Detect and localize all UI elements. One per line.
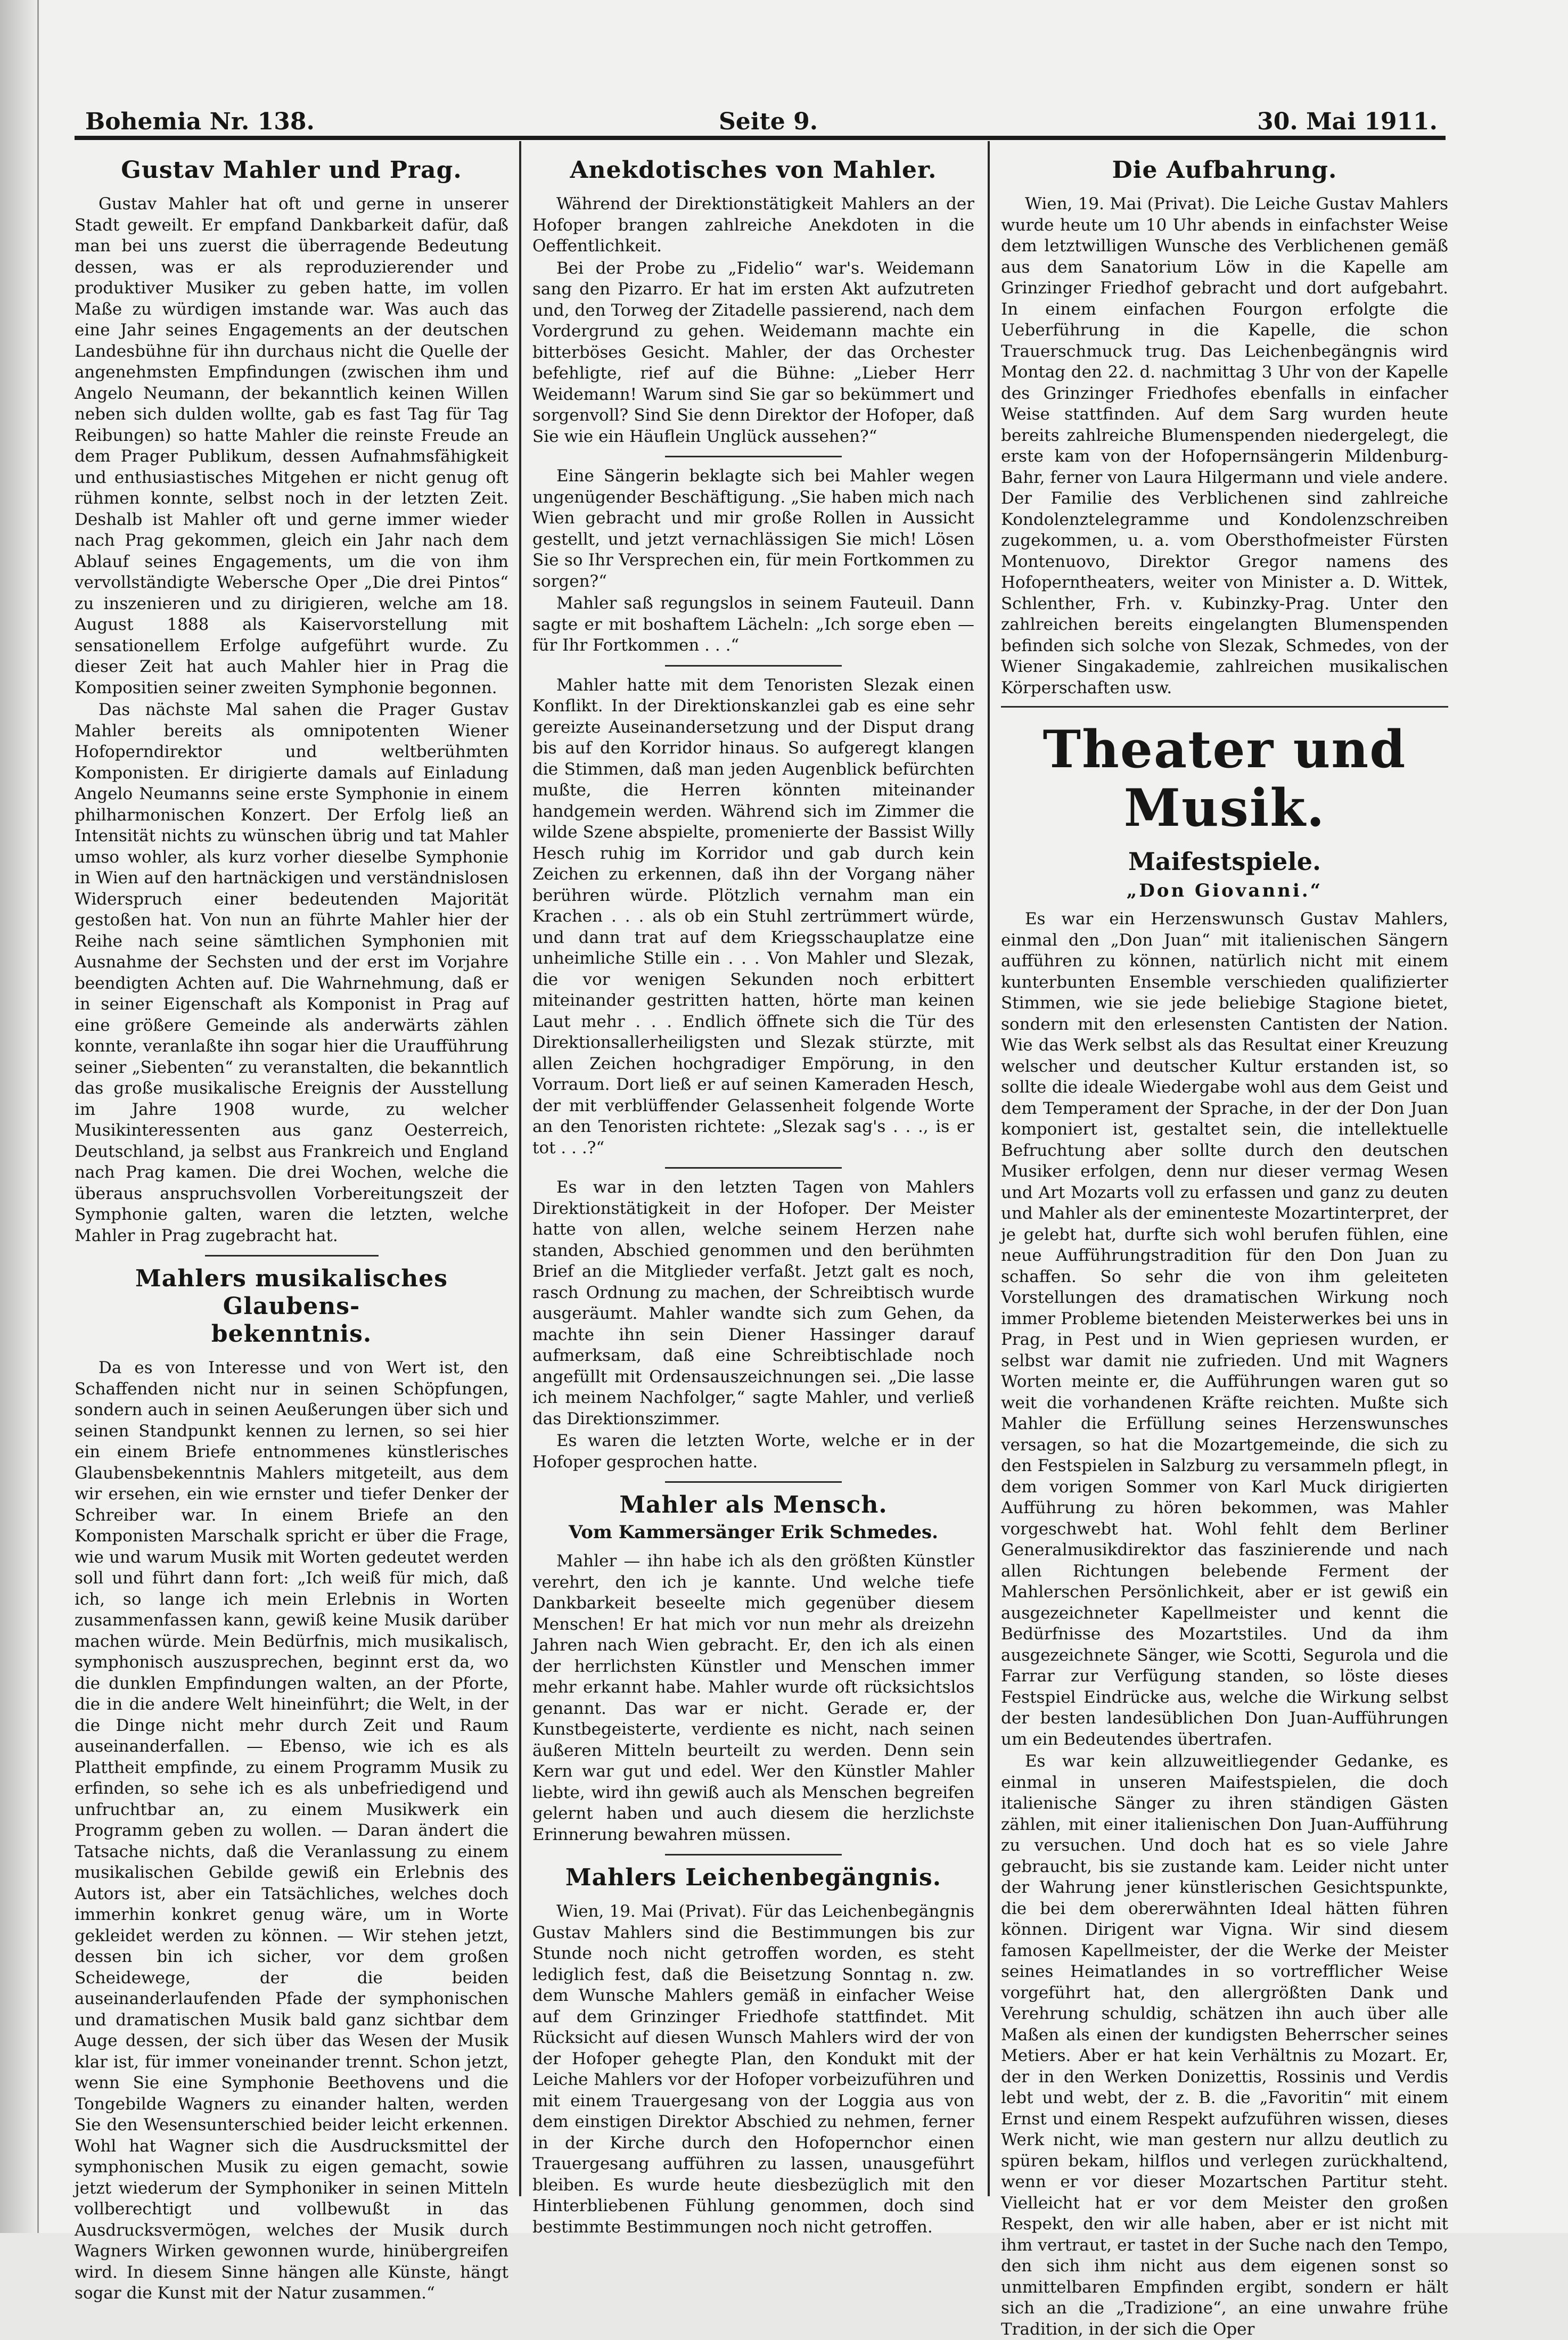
- article-paragraph: Da es von Interesse und von Wert ist, den Schaffenden nicht nur in seinen Schöpfungen, sondern auch in seinen Aeußerungen über sich und seinen Standpunkt kennen zu lernen, so sei hier ein einem Briefe entnommenes künstlerisches Glaubensbekenntnis Mahlers mitgeteilt, aus dem wir ersehen, ein wie ernster und tiefer Denker der Schreiber war. In einem Briefe an den Komponisten Marschalk spricht er über die Frage, wie und warum Musik mit Worten gedeutet werden soll und führt dann fort: „Ich weiß für mich, daß ich, so lange ich mein Erlebnis in Worten zusammenfassen kann, gewiß keine Musik darüber machen würde. Mein Bedürfnis, mich musikalisch, symphonisch auszusprechen, beginnt erst da, wo die dunklen Empfindungen walten, an der Pforte, die in die andere Welt hineinführt; die Welt, in der die Dinge nicht mehr durch Zeit und Raum auseinanderfallen. — Ebenso, wie ich es als Plattheit empfinde, zu einem Programm Musik zu erfinden, so sehe ich es als unbefriedigend und unfruchtbar an, zu einem Musikwerk ein Programm geben zu wollen. — Daran ändert die Tatsache nichts, daß die Veranlassung zu einem musikalischen Gebilde gewiß ein Erlebnis des Autors ist, aber ein Tatsächliches, welches doch immerhin konkret genug wäre, um in Worte gekleidet werden zu können. — Wir stehen jetzt, dessen bin ich sicher, vor dem großen Scheidewege, der die beiden auseinanderlaufenden Pfade der symphonischen und dramatischen Musik bald ganz sichtbar dem Auge dessen, der sich über das Wesen der Musik klar ist, für immer voneinander trennt. Schon jetzt, wenn Sie eine Symphonie Beethovens und die Tongebilde Wagners zu einander halten, werden Sie den Wesensunterschied beider leicht erkennen. Wohl hat Wagner sich die Ausdrucksmittel der symphonischen Musik zu eigen gemacht, sowie jetzt wiederum der Symphoniker in seinen Mitteln vollberechtigt und vollbewußt in das Ausdrucksvermögen, welches der Musik durch Wagners Wirken gewonnen wurde, hinübergreifen wird. In diesem Sinne hängen alle Künste, hängt sogar die Kunst mit der Natur zusammen.“: [75, 1358, 508, 2303]
- article-title: Gustav Mahler und Prag.: [121, 157, 462, 184]
- article-title: Anekdotisches von Mahler.: [570, 157, 937, 184]
- article-paragraph: Mahler saß regungslos in seinem Fauteuil. Dann sagte er mit boshaftem Lächeln: „Ich sorge eben — für Ihr Fortkommen . . .“: [532, 594, 974, 655]
- article-paragraph: Es war kein allzuweitliegender Gedanke, es einmal in unseren Maifestspielen, die doch italienische Sänger zu ihren ständigen Gästen zählen, mit einer italienischen Don Juan-Aufführung zu versuchen. Und doch hat es so viele Jahre gebraucht, bis sie zustande kam. Leider nicht unter der Wahrung jener künstlerischen Gesichtspunkte, die bei dem obererwähnten Ideal hätten führen können. Dirigent war Vigna. Wir sind diesem famosen Kapellmeister, der die Werke der Meister seines Heimatlandes in so vortrefflicher Weise vorgeführt hat, den allergrößten Dank und Verehrung schuldig, schätzen ihn auch über alle Maßen als einen der kundigsten Beherrscher seines Metiers. Aber er hat kein Verhältnis zu Mozart. Er, der in den Werken Donizettis, Rossinis und Verdis lebt und webt, der z. B. die „Favoritin“ mit einem Ernst und einem Respekt aufzuführen wissen, dieses Werk nicht, wie man gestern nur allzu deutlich zu spüren bekam, hilflos und verlegen zurückhaltend, wenn er vor dieser Mozartschen Partitur steht. Vielleicht hat er vor dem Meister den großen Respekt, den wir alle haben, aber er ist nicht mit ihm vertraut, er tastet in der Suche nach den Tempo, den sich ihm nicht aus dem eigenen sonst so unmittelbaren Empfinden ergibt, sondern er hält sich an die „Tradizione“, an eine unwahre frühe Tradition, in der sich die Oper: [1001, 1752, 1448, 2339]
- article-paragraph: Bei der Probe zu „Fidelio“ war's. Weidemann sang den Pizarro. Er hat im ersten Akt aufzutreten und, den Torweg der Zitadelle passierend, nach dem Vordergrund zu gehen. Weidemann machte ein bitterböses Gesicht. Mahler, der das Orchester befehligte, rief auf die Bühne: „Lieber Herr Weidemann! Warum sind Sie gar so bekümmert und sorgenvoll? Sind Sie denn Direktor der Hofoper, daß Sie wie ein Häuflein Unglück aussehen?“: [532, 258, 974, 446]
- section-divider: [665, 1854, 842, 1855]
- article-title: bekenntnis.: [211, 1320, 372, 1348]
- article-title: Maifestspiele.: [1128, 847, 1321, 876]
- article-paragraph: Gustav Mahler hat oft und gerne in unserer Stadt geweilt. Er empfand Dankbarkeit dafür, daß man bei uns zuerst die überragende Bedeutung dessen, was er als reproduzierender und produktiver Musiker zu geben hatte, im vollen Maße zu würdigen imstande war. Was auch das eine Jahr seines Engagements an der deutschen Landesbühne für ihn durchaus nicht die Quelle der angenehmsten Empfindungen (zwischen ihm und Angelo Neumann, der bekanntlich keinen Willen neben sich dulden wollte, gab es fast Tag für Tag Reibungen) so hatte Mahler die reinste Freude an dem Prager Publikum, dessen Aufnahmsfähigkeit und enthusiastisches Mitgehen er nicht genug oft rühmen konnte, selbst noch in der letzten Zeit. Deshalb ist Mahler oft und gerne immer wieder nach Prag gekommen, gleich ein Jahr nach dem Ablauf seines Engagements, um die von ihm vervollständigte Webersche Oper „Die drei Pintos“ zu inszenieren und zu dirigieren, welche am 18. August 1888 als Kaiservorstellung mit sensationellem Erfolge aufgeführt wurde. Zu dieser Zeit hat auch Mahler hier in Prag die Kompositien seiner zweiten Symphonie begonnen.: [75, 194, 508, 697]
- section-divider: [205, 1255, 379, 1257]
- article-paragraph: Mahler hatte mit dem Tenoristen Slezak einen Konflikt. In der Direktionskanzlei gab es eine sehr gereizte Auseinandersetzung und der Disput drang bis auf den Korridor hinaus. So aufgeregt klangen die Stimmen, daß man jeden Augenblick befürchten mußte, die Herren könnten miteinander handgemein werden. Während sich im Zimmer die wilde Szene abspielte, promenierte der Bassist Willy Hesch ruhig im Korridor und gab durch kein Zeichen zu erkennen, daß ihn der Vorgang näher berühren würde. Plötzlich vernahm man ein Krachen . . . als ob ein Stuhl zertrümmert würde, und dann trat auf dem Kriegsschauplatze eine unheimliche Stille ein . . . Von Mahler und Slezak, die vor wenigen Sekunden noch erbittert miteinander gestritten hatten, hörte man keinen Laut mehr . . . Endlich öffnete sich die Tür des Direktionsallerheiligsten und Slezak stürzte, mit allen Zeichen hochgradiger Empörung, in den Vorraum. Dort ließ er auf seinen Kameraden Hesch, der mit verblüffender Gelassenheit folgende Worte an den Tenoristen richtete: „Slezak sag's . . ., is er tot . . .?“: [532, 675, 974, 1157]
- section-title: Theater und Musik.: [1042, 719, 1407, 838]
- article-paragraph: Wien, 19. Mai (Privat). Die Leiche Gustav Mahlers wurde heute um 10 Uhr abends in einfachster Weise dem letztwilligen Wunsche des Verblichenen gemäß aus dem Sanatorium Löw in die Kapelle am Grinzinger Friedhof gebracht und dort aufgebahrt. In einem einfachen Fourgon erfolgte die Ueberführung in die Kapelle, die schon Trauerschmuck trug. Das Leichenbegängnis wird Montag den 22. d. nachmittag 3 Uhr von der Kapelle des Grinzinger Friedhofes ebenfalls in einfacher Weise stattfinden. Auf dem Sarg wurden heute bereits zahlreiche Blumenspenden niedergelegt, die erste kam von der Hofopernsängerin Mildenburg-Bahr, ferner von Laura Hilgermann und viele andere. Der Familie des Verblichenen sind zahlreiche Kondolenztelegramme und Kondolenzschreiben zugekommen, u. a. vom Obersthofmeister Fürsten Montenuovo, Direktor Gregor namens des Hofoperntheaters, weiter von Minister a. D. Wittek, Schlenther, Frh. v. Kubinzky-Prag. Unter den zahlreichen bereits eingelangten Blumenspenden befinden sich solche von Slezak, Schmedes, von der Wiener Singakademie, zahlreichen musikalischen Körperschaften usw.: [1001, 194, 1448, 697]
- article-subtitle: Vom Kammersänger Erik Schmedes.: [569, 1522, 938, 1543]
- article-paragraph: Es war ein Herzenswunsch Gustav Mahlers, einmal den „Don Juan“ mit italienischen Sängern aufführen zu können, natürlich nicht mit einem kunterbunten Ensemble verschieden qualifizierter Stimmen, wie sie jede beliebige Stagione bietet, sondern mit den erlesensten Cantisten der Nation. Wie das Werk selbst als das Resultat einer Kreuzung welscher und deutscher Kultur erstanden ist, so sollte die ideale Wiedergabe wohl aus dem Geist und dem Temperament der Sprache, in der der Don Juan komponiert ist, gestaltet sein, die intellektuelle Befruchtung aber sollte durch den deutschen Musiker erfolgen, denn nur dieser vermag Wesen und Art Mozarts voll zu erfassen und ganz zu deuten und Mahler als der eminenteste Mozartinterpret, der je gelebt hat, durfte sich wohl berufen fühlen, eine neue Aufführungstradition für den Don Juan zu schaffen. So sehr die von ihm geleiteten Vorstellungen des dramatischen Wirkung noch immer Probleme bietenden Meisterwerkes bei uns in Prag, in Pest und in Wien gepriesen wurden, er selbst war damit nie zufrieden. Und mit Wagners Worten meinte er, die Aufführungen waren gut so weit die vorhandenen Kräfte reichten. Mußte sich Mahler die Erfüllung seines Herzenswunsches versagen, so hat die Mozartgemeinde, die sich zu den Festspielen in Salzburg zu versammeln pflegt, in dem vorigen Sommer von Karl Muck dirigierten Aufführung zu hören bekommen, was Mahler vorgeschwebt hat. Wohl fehlt dem Berliner Generalmusikdirektor das faszinierende und nach allen Richtungen belebende Ferment der Mahlerschen Persönlichkeit, aber er ist gewiß ein ausgezeichneter Kapellmeister und kennt die Bedürfnisse des Mozartstiles. Und da ihm ausgezeichnete Sänger, wie Scotti, Segurola und die Farrar zur Verfügung standen, so löste dieses Festspiel Eindrücke aus, welche die Wirkung selbst der besten landesüblichen Don Juan-Aufführungen um ein Bedeutendes übertrafen.: [1001, 909, 1448, 1749]
- column-2: [532, 149, 974, 2237]
- section-rule: [1001, 706, 1448, 708]
- article-title: Mahler als Mensch.: [619, 1491, 888, 1518]
- article-title: Die Aufbahrung.: [1112, 157, 1337, 184]
- section-divider: [665, 1481, 842, 1483]
- header-page-number: Seite 9.: [719, 108, 818, 135]
- article-paragraph: Eine Sängerin beklagte sich bei Mahler wegen ungenügender Beschäftigung. „Sie haben mich nach Wien gebracht und mir große Rollen in Aussicht gestellt, und jetzt vernachlässigen Sie mich! Lösen Sie so Ihr Versprechen ein, für mein Fortkommen zu sorgen?“: [532, 466, 974, 591]
- article-paragraph: Das nächste Mal sahen die Prager Gustav Mahler bereits als omnipotenten Wiener Hofoperndirektor und weltberühmten Komponisten. Er dirigierte damals auf Einladung Angelo Neumanns seine erste Symphonie in einem philharmonischen Konzert. Der Erfolg ließ an Intensität nichts zu wünschen übrig und tat Mahler umso wohler, als kurz vorher dieselbe Symphonie in Wien auf den hartnäckigen und verständnislosen Widerspruch einer bedeutenden Majorität gestoßen hat. Von nun an führte Mahler hier der Reihe nach seine sämtlichen Symphonien mit Ausnahme der Sechsten und der erst im Vorjahre beendigten Achten auf. Die Wahrnehmung, daß er in seiner Eigenschaft als Komponist in Prag auf eine größere Gemeinde als anderwärts zählen konnte, veranlaßte ihn sogar hier die Uraufführung seiner „Siebenten“ zu veranstalten, die bekanntlich das große musikalische Ereignis der Ausstellung im Jahre 1908 wurde, zu welcher Musikinteressenten aus ganz Oesterreich, Deutschland, ja selbst aus Frankreich und England nach Prag kamen. Die drei Wochen, welche die überaus anspruchsvollen Vorbereitungszeit der Symphonie galten, waren die letzten, welche Mahler in Prag zugebracht hat.: [75, 700, 508, 1245]
- article-title: Mahlers Leichenbegängnis.: [565, 1864, 942, 1891]
- article-title: Mahlers musikalisches Glaubens-: [135, 1265, 448, 1320]
- header-newspaper-issue: Bohemia Nr. 138.: [85, 108, 315, 135]
- header-rule: [75, 136, 1446, 140]
- column-divider: [519, 141, 521, 2196]
- article-paragraph: Wien, 19. Mai (Privat). Für das Leichenbegängnis Gustav Mahlers sind die Bestimmungen bis zur Stunde noch nicht getroffen worden, es steht lediglich fest, daß die Beisetzung Sonntag n. zw. dem Wunsche Mahlers gemäß in einfacher Weise auf dem Grinzinger Friedhofe stattfindet. Mit Rücksicht auf diesen Wunsch Mahlers wird der von der Hofoper gehegte Plan, den Kondukt mit der Leiche Mahlers vor der Hofoper vorbeizuführen und mit einem Trauergesang von der Loggia aus von dem einstigen Direktor Abschied zu nehmen, ferner in der Kirche durch den Hofopernchor einen Trauergesang aufführen zu lassen, unausgeführt bleiben. Es wurde heute diesbezüglich mit den Hinterbliebenen Fühlung genommen, doch sind bestimmte Bestimmungen noch nicht getroffen.: [532, 1902, 974, 2237]
- article-paragraph: Es waren die letzten Worte, welche er in der Hofoper gesprochen hatte.: [532, 1431, 974, 1472]
- anecdote-divider: [665, 456, 842, 457]
- column-divider: [988, 141, 990, 2196]
- article-subtitle: „Don Giovanni.“: [1126, 880, 1323, 901]
- column-3: [1001, 149, 1448, 2339]
- column-1: [75, 149, 508, 2303]
- previous-page-edge: [0, 0, 39, 2233]
- article-paragraph: Mahler — ihn habe ich als den größten Künstler verehrt, den ich je kannte. Und welche tiefe Dankbarkeit beseelte mich gegenüber diesem Menschen! Er hat mich vor nun mehr als dreizehn Jahren nach Wien gebracht. Er, den ich als einen der herrlichsten Künstler und Menschen immer mehr erkannt habe. Mahler wurde oft rücksichtslos genannt. Das war er nicht. Gerade er, der Kunstbegeisterte, verdiente es nicht, nach seinen äußeren Mitteln beurteilt zu werden. Denn sein Kern war gut und edel. Wer den Künstler Mahler liebte, wird ihn gewiß auch als Menschen begreifen gelernt haben und auch diesem die herzlichste Erinnerung bewahren müssen.: [532, 1551, 974, 1844]
- article-paragraph: Während der Direktionstätigkeit Mahlers an der Hofoper brangen zahlreiche Anekdoten in die Oeffentlichkeit.: [532, 194, 974, 256]
- article-paragraph: Es war in den letzten Tagen von Mahlers Direktionstätigkeit in der Hofoper. Der Meister hatte von allen, welche seinem Herzen nahe standen, Abschied genommen und den berühmten Brief an die Mitglieder verfaßt. Jetzt galt es noch, rasch Ordnung zu machen, der Schreibtisch wurde ausgeräumt. Mahler wandte sich zum Gehen, da machte ihn sein Diener Hassinger darauf aufmerksam, daß eine Schreibtischlade noch angefüllt mit Ordensauszeichnungen sei. „Die lasse ich meinem Nachfolger,“ sagte Mahler, und verließ das Direktionszimmer.: [532, 1178, 974, 1428]
- header-date: 30. Mai 1911.: [1257, 108, 1438, 135]
- anecdote-divider: [665, 1167, 842, 1169]
- anecdote-divider: [665, 665, 842, 667]
